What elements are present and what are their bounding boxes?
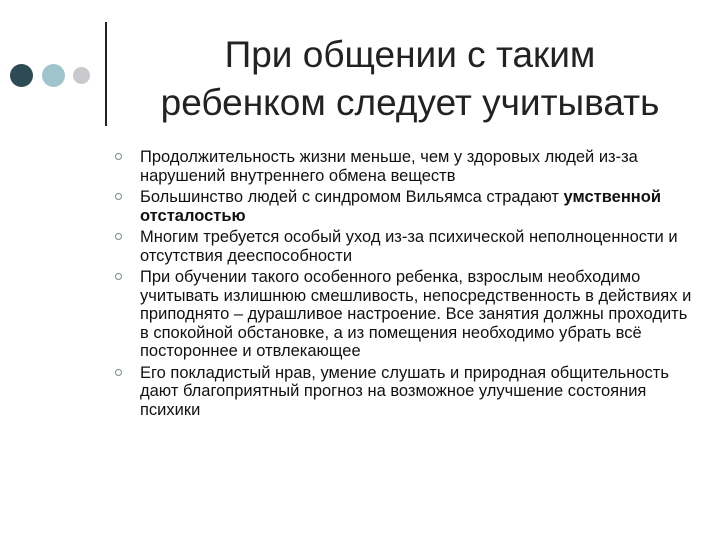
bullet-list [115,148,695,422]
bullet-item [115,148,695,185]
hollow-circle-icon [115,369,122,376]
gray-dot-icon [73,67,90,84]
title-line-2: ребенком следует учитывать [160,82,660,123]
title-line-1: При общении с таким [224,34,596,75]
bullet-item [115,228,695,265]
hollow-circle-icon [115,193,122,200]
decorative-dots [0,0,100,100]
slide-title [130,31,690,127]
title-divider [105,22,107,126]
bullet-item [115,364,695,420]
bullet-item [115,188,695,225]
bullet-item [115,268,695,361]
bullet-text: При обучении такого особенного ребенка, взрослым необходимо учитывать излишнюю смешливость, непосредственность в действиях и приподнято – дурашливое настроение. Все занятия должны проходить в спокойной обстановке, а из помещения необходимо убрать всё постороннее и отвлекающее [140,268,692,360]
hollow-circle-icon [115,153,122,160]
light-blue-dot-icon [42,64,65,87]
hollow-circle-icon [115,273,122,280]
bullet-text: Многим требуется особый уход из-за психической неполноценности и отсутствия дееспособности [140,228,678,265]
bullet-text-bold: умственной отсталостью [140,188,661,225]
dark-dot-icon [10,64,33,87]
bullet-text: Его покладистый нрав, умение слушать и природная общительность дают благоприятный прогноз на возможное улучшение состояния психики [140,363,669,419]
bullet-text: Продолжительность жизни меньше, чем у здоровых людей из-за нарушений внутреннего обмена веществ [140,148,638,185]
bullet-text: Большинство людей с синдромом Вильямса страдают [140,188,564,206]
hollow-circle-icon [115,233,122,240]
